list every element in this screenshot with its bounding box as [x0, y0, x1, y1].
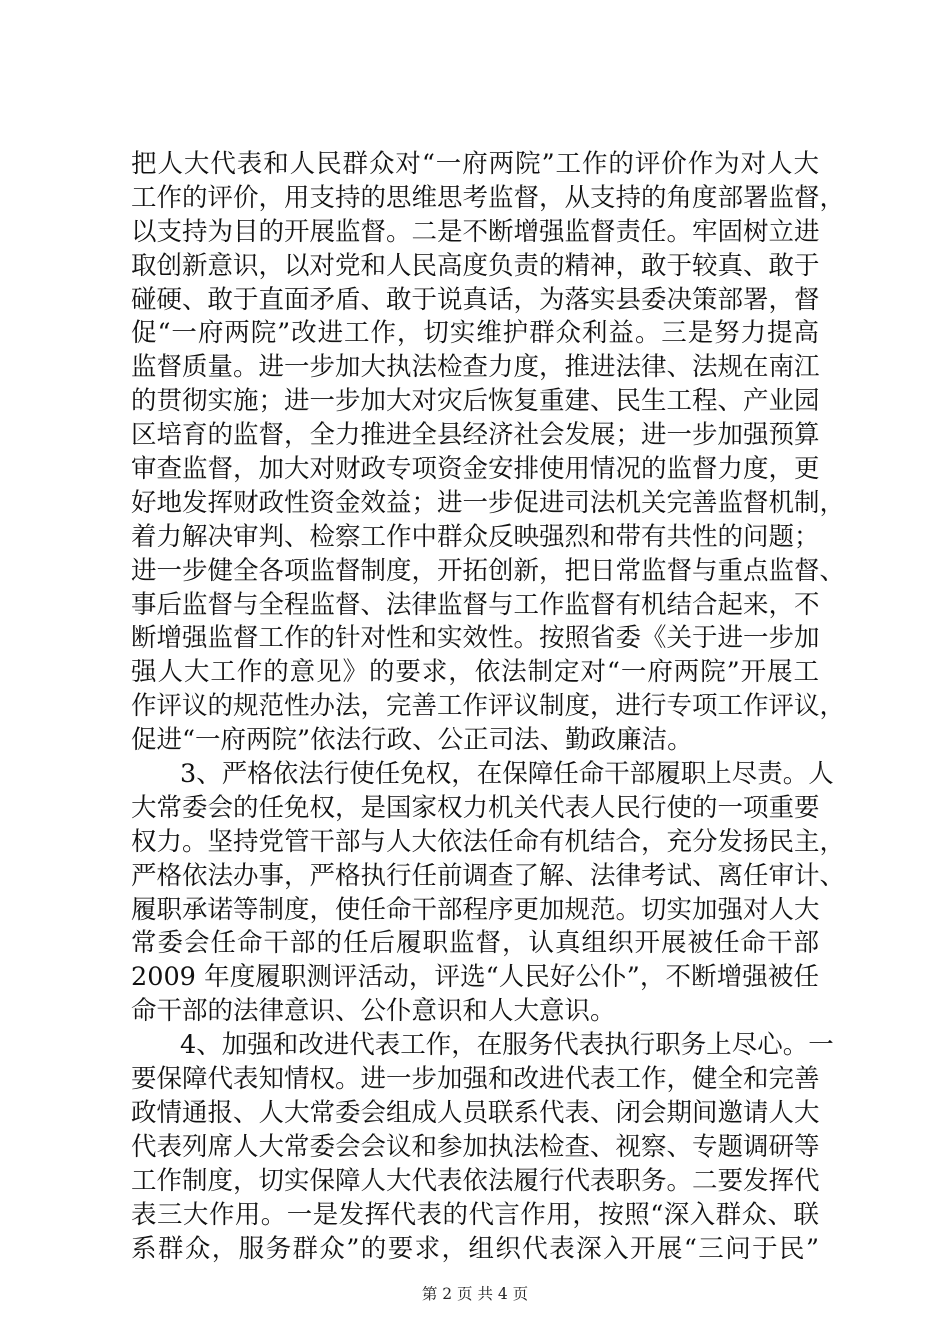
text-line: 工作制度，切实保障人大代表依法履行代表职务。二要发挥代: [131, 1165, 820, 1196]
text-line: 要保障代表知情权。进一步加强和改进代表工作，健全和完善: [131, 1064, 820, 1095]
text-line: 作评议的规范性办法，完善工作评议制度，进行专项工作评议，: [131, 691, 846, 722]
text-line: 2009 年度履职测评活动，评选“人民好公仆”，不断增强被任: [131, 962, 819, 993]
text-line: 严格依法办事，严格执行任前调查了解、法律考试、离任审计、: [131, 860, 846, 891]
text-line: 着力解决审判、检察工作中群众反映强烈和带有共性的问题；: [131, 521, 820, 552]
text-line: 权力。坚持党管干部与人大依法任命有机结合，充分发扬民主，: [131, 826, 846, 857]
text-line: 促“一府两院”改进工作，切实维护群众利益。三是努力提高: [131, 318, 819, 349]
text-line: 大常委会的任免权，是国家权力机关代表人民行使的一项重要: [131, 792, 820, 823]
text-line: 碰硬、敢于直面矛盾、敢于说真话，为落实县委决策部署，督: [131, 284, 820, 315]
text-line: 政情通报、人大常委会组成人员联系代表、闭会期间邀请人大: [131, 1097, 820, 1128]
text-line: 代表列席人大常委会会议和参加执法检查、视察、专题调研等: [131, 1131, 820, 1162]
text-line: 监督质量。进一步加大执法检查力度，推进法律、法规在南江: [131, 352, 820, 383]
text-line: 的贯彻实施；进一步加大对灾后恢复重建、民生工程、产业园: [131, 386, 820, 417]
text-line: 4、加强和改进代表工作，在服务代表执行职务上尽心。一: [180, 1030, 834, 1061]
text-line: 断增强监督工作的针对性和实效性。按照省委《关于进一步加: [131, 623, 820, 654]
document-body: [131, 148, 846, 1266]
text-line: 表三大作用。一是发挥代表的代言作用，按照“深入群众、联: [131, 1199, 819, 1230]
text-line: 以支持为目的开展监督。二是不断增强监督责任。牢固树立进: [131, 216, 820, 247]
text-line: 命干部的法律意识、公仆意识和人大意识。: [131, 996, 616, 1027]
text-line: 好地发挥财政性资金效益；进一步促进司法机关完善监督机制，: [131, 487, 846, 518]
text-line: 履职承诺等制度，使任命干部程序更加规范。切实加强对人大: [131, 894, 820, 925]
text-line: 系群众，服务群众”的要求，组织代表深入开展“三问于民”: [131, 1233, 819, 1264]
text-line: 区培育的监督，全力推进全县经济社会发展；进一步加强预算: [131, 420, 820, 451]
text-line: 把人大代表和人民群众对“一府两院”工作的评价作为对人大: [131, 149, 819, 179]
text-line: 工作的评价，用支持的思维思考监督，从支持的角度部署监督，: [131, 182, 846, 213]
text-line: 进一步健全各项监督制度，开拓创新，把日常监督与重点监督、: [131, 555, 846, 586]
text-line: 审查监督，加大对财政专项资金安排使用情况的监督力度，更: [131, 454, 820, 485]
page-footer: [0, 1284, 950, 1304]
text-line: 促进“一府两院”依法行政、公正司法、勤政廉洁。: [131, 725, 693, 756]
text-line: 3、严格依法行使任免权，在保障任命干部履职上尽责。人: [180, 759, 834, 790]
text-line: 强人大工作的意见》的要求，依法制定对“一府两院”开展工: [131, 657, 819, 688]
text-line: 常委会任命干部的任后履职监督，认真组织开展被任命干部: [131, 928, 819, 959]
text-line: 取创新意识，以对党和人民高度负责的精神，敢于较真、敢于: [131, 250, 820, 281]
text-line: 事后监督与全程监督、法律监督与工作监督有机结合起来，不: [131, 589, 820, 620]
page-number-label: 第 2 页 共 4 页: [421, 1285, 529, 1303]
